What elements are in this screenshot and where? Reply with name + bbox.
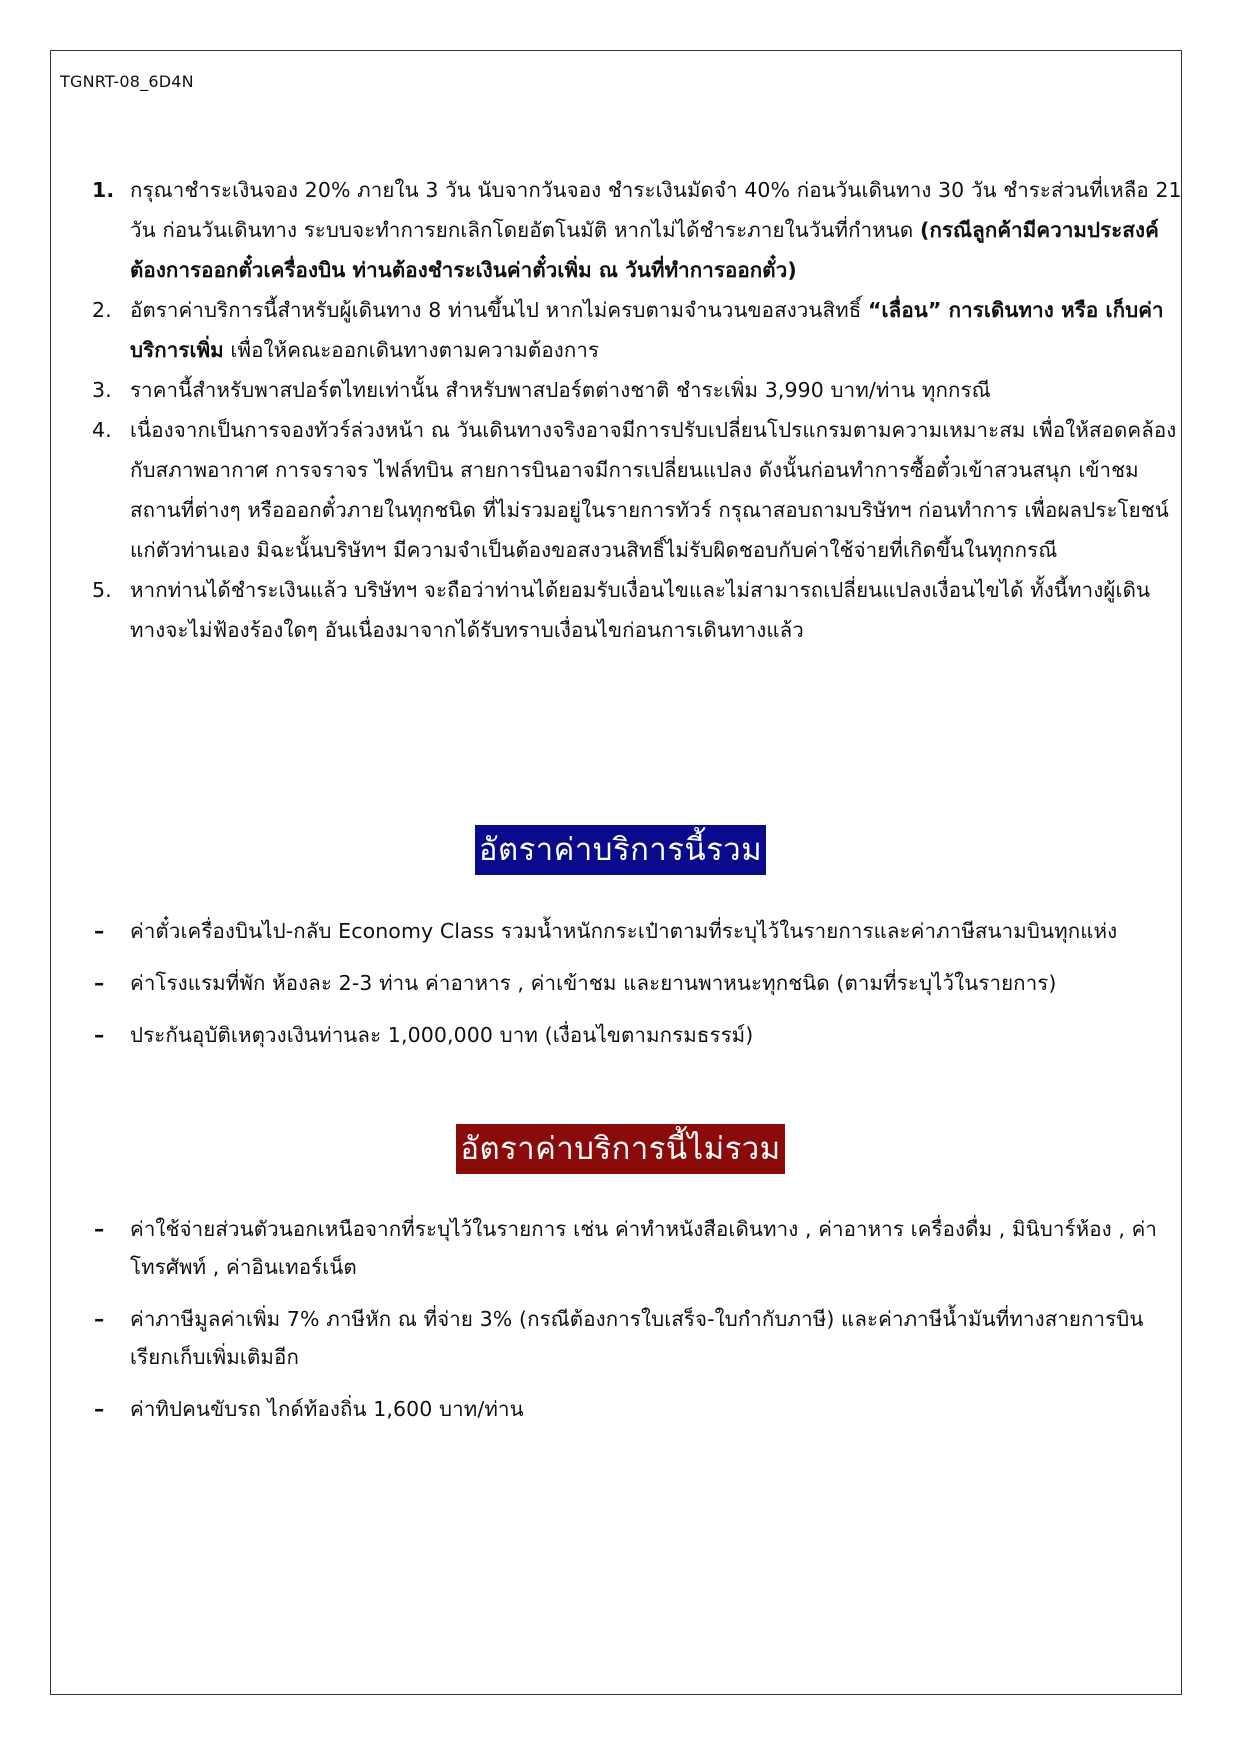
term-text-bold: (กรณีลูกค้ามีความประสงค์ต้องการออกตั๋วเครื่องบิน ท่านต้องชำระเงินค่าตั๋วเพิ่ม ณ วันที่ทำการออกตั๋ว) — [130, 218, 1159, 282]
dash-bullet: – — [94, 1023, 105, 1047]
dash-bullet: – — [94, 1307, 105, 1331]
term-number: 4. — [92, 418, 112, 442]
term-text: หากท่านได้ชำระเงินแล้ว บริษัทฯ จะถือว่าท่านได้ยอมรับเงื่อนไขและไม่สามารถเปลี่ยนแปลงเงื่อนไขได้ ทั้งนี้ทางผู้เดินทางจะไม่ฟ้องร้องใดๆ อันเนื่องมาจากได้รับทราบเงื่อนไขก่อนการเดินทางแล้ว — [130, 578, 1151, 642]
excluded-item-text: ค่าทิปคนขับรถ ไกด์ท้องถิ่น 1,600 บาท/ท่าน — [130, 1397, 524, 1421]
document-code: TGNRT-08_6D4N — [60, 72, 194, 91]
term-item — [92, 570, 1182, 650]
included-item — [92, 1016, 1182, 1054]
terms-list — [92, 170, 1182, 650]
excluded-item-text: ค่าใช้จ่ายส่วนตัวนอกเหนือจากที่ระบุไว้ในรายการ เช่น ค่าทำหนังสือเดินทาง , ค่าอาหาร เครื่องดื่ม , มินิบาร์ห้อง , ค่าโทรศัพท์ , ค่าอินเทอร์เน็ต — [130, 1217, 1158, 1279]
included-heading: อัตราค่าบริการนี้รวม — [475, 825, 766, 875]
term-number: 5. — [92, 578, 112, 602]
included-item-text: ประกันอุบัติเหตุวงเงินท่านละ 1,000,000 บาท (เงื่อนไขตามกรมธรรม์) — [130, 1023, 754, 1047]
excluded-item — [92, 1210, 1182, 1286]
term-number: 1. — [92, 178, 115, 202]
term-text-bold: “เลื่อน” การเดินทาง หรือ เก็บค่าบริการเพิ่ม — [130, 298, 1164, 362]
included-list — [92, 912, 1182, 1068]
included-heading-row — [0, 825, 1241, 875]
term-item — [92, 290, 1182, 370]
dash-bullet: – — [94, 1397, 105, 1421]
included-item — [92, 964, 1182, 1002]
dash-bullet: – — [94, 919, 105, 943]
excluded-heading: อัตราค่าบริการนี้ไม่รวม — [456, 1124, 784, 1174]
excluded-list — [92, 1210, 1182, 1442]
term-number: 2. — [92, 298, 112, 322]
term-text: เพื่อให้คณะออกเดินทางตามความต้องการ — [223, 338, 600, 362]
term-text: กรุณาชำระเงินจอง 20% ภายใน 3 วัน นับจากวันจอง ชำระเงินมัดจำ 40% ก่อนวันเดินทาง 30 วัน ชำระส่วนที่เหลือ 21 วัน ก่อนวันเดินทาง ระบบจะทำการยกเลิกโดยอัตโนมัติ หากไม่ได้ชำระภายในวันที่กำหนด — [130, 178, 1182, 242]
term-item — [92, 370, 1182, 410]
excluded-item — [92, 1300, 1182, 1376]
excluded-heading-row — [0, 1124, 1241, 1174]
term-text: ราคานี้สำหรับพาสปอร์ตไทยเท่านั้น สำหรับพาสปอร์ตต่างชาติ ชำระเพิ่ม 3,990 บาท/ท่าน ทุกกรณี — [130, 378, 991, 402]
excluded-item-text: ค่าภาษีมูลค่าเพิ่ม 7% ภาษีหัก ณ ที่จ่าย 3% (กรณีต้องการใบเสร็จ-ใบกำกับภาษี) และค่าภาษีน้ำมันที่ทางสายการบินเรียกเก็บเพิ่มเติมอีก — [130, 1307, 1144, 1369]
included-item — [92, 912, 1182, 950]
dash-bullet: – — [94, 971, 105, 995]
included-item-text: ค่าโรงแรมที่พัก ห้องละ 2-3 ท่าน ค่าอาหาร , ค่าเข้าชม และยานพาหนะทุกชนิด (ตามที่ระบุไว้ในรายการ) — [130, 971, 1057, 995]
term-text: เนื่องจากเป็นการจองทัวร์ล่วงหน้า ณ วันเดินทางจริงอาจมีการปรับเปลี่ยนโปรแกรมตามความเหมาะสม เพื่อให้สอดคล้องกับสภาพอากาศ การจราจร ไฟล์ทบิน สายการบินอาจมีการเปลี่ยนแปลง ดังนั้นก่อนทำการซื้อตั๋วเข้าสวนสนุก เข้าชมสถานที่ต่างๆ หรือออกตั๋วภายในทุกชนิด ที่ไม่รวมอยู่ในรายการทัวร์ กรุณาสอบถามบริษัทฯ ก่อนทำการ เพื่อผลประโยชน์แก่ตัวท่านเอง มิฉะนั้นบริษัทฯ มีความจำเป็นต้องขอสงวนสิทธิ์ไม่รับผิดชอบกับค่าใช้จ่ายที่เกิดขึ้นในทุกกรณี — [130, 418, 1177, 562]
excluded-item — [92, 1390, 1182, 1428]
term-number: 3. — [92, 378, 112, 402]
included-item-text: ค่าตั๋วเครื่องบินไป-กลับ Economy Class รวมน้ำหนักกระเป๋าตามที่ระบุไว้ในรายการและค่าภาษีสนามบินทุกแห่ง — [130, 919, 1118, 943]
term-text: อัตราค่าบริการนี้สำหรับผู้เดินทาง 8 ท่านขึ้นไป หากไม่ครบตามจำนวนขอสงวนสิทธิ์ — [130, 298, 868, 322]
term-item — [92, 410, 1182, 570]
term-item — [92, 170, 1182, 290]
dash-bullet: – — [94, 1217, 105, 1241]
